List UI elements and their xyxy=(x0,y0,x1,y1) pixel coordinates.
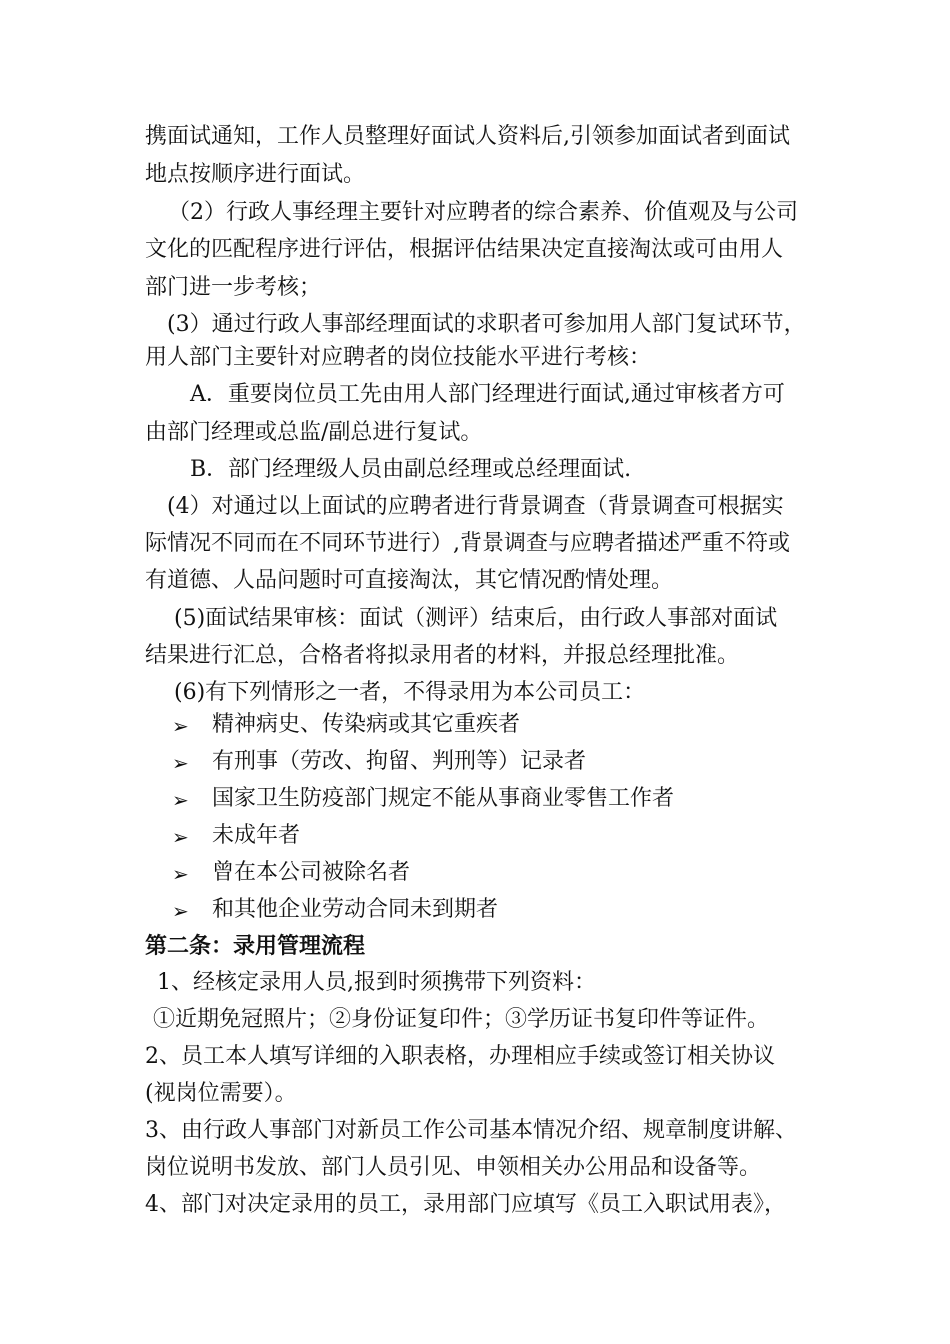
paragraph-line: B．部门经理级人员由副总经理或总经理面试. xyxy=(190,457,632,482)
paragraph-line: 地点按顺序进行面试。 xyxy=(145,162,366,187)
arrow-bullet-icon: ➢ xyxy=(172,788,189,812)
paragraph-line: (4）对通过以上面试的应聘者进行背景调查（背景调查可根据实 xyxy=(167,494,784,519)
section-heading: 第二条：录用管理流程 xyxy=(145,933,366,959)
arrow-bullet-icon: ➢ xyxy=(172,862,189,886)
paragraph-line: A．重要岗位员工先由用人部门经理进行面试,通过审核者方可 xyxy=(190,382,785,407)
paragraph-line: 用人部门主要针对应聘者的岗位技能水平进行考核： xyxy=(145,345,652,370)
bullet-item: 有刑事（劳改、拘留、判刑等）记录者 xyxy=(212,749,587,774)
paragraph-line: 3、由行政人事部门对新员工作公司基本情况介绍、规章制度讲解、 xyxy=(145,1118,797,1143)
paragraph-line: (视岗位需要）。 xyxy=(145,1081,297,1106)
paragraph-line: ①近期免冠照片；②身份证复印件；③学历证书复印件等证件。 xyxy=(153,1007,770,1032)
paragraph-line: (3）通过行政人事部经理面试的求职者可参加用人部门复试环节， xyxy=(167,312,806,337)
arrow-bullet-icon: ➢ xyxy=(172,714,189,738)
paragraph-line: 岗位说明书发放、部门人员引见、申领相关办公用品和设备等。 xyxy=(145,1155,762,1180)
paragraph-line: 部门进一步考核； xyxy=(145,275,322,300)
bullet-item: 未成年者 xyxy=(212,823,301,848)
paragraph-line: (5)面试结果审核：面试（测评）结束后，由行政人事部对面试 xyxy=(174,606,778,631)
bullet-item: 国家卫生防疫部门规定不能从事商业零售工作者 xyxy=(212,786,675,811)
paragraph-line: 际情况不同而在不同环节进行）,背景调查与应聘者描述严重不符或 xyxy=(145,531,790,556)
paragraph-line: （2）行政人事经理主要针对应聘者的综合素养、价值观及与公司 xyxy=(168,200,798,225)
paragraph-line: 2、员工本人填写详细的入职表格，办理相应手续或签订相关协议 xyxy=(145,1044,775,1069)
paragraph-line: 有道德、人品问题时可直接淘汰，其它情况酌情处理。 xyxy=(145,568,674,593)
bullet-item: 曾在本公司被除名者 xyxy=(212,860,411,885)
paragraph-line: 由部门经理或总监/副总进行复试。 xyxy=(145,420,483,445)
paragraph-line: 携面试通知，工作人员整理好面试人资料后,引领参加面试者到面试 xyxy=(145,124,790,149)
arrow-bullet-icon: ➢ xyxy=(172,751,189,775)
paragraph-line: 文化的匹配程序进行评估，根据评估结果决定直接淘汰或可由用人 xyxy=(145,237,784,262)
bullet-item: 和其他企业劳动合同未到期者 xyxy=(212,897,499,922)
paragraph-line: 4、部门对决定录用的员工，录用部门应填写《员工入职试用表》， xyxy=(145,1192,786,1217)
paragraph-line: 结果进行汇总，合格者将拟录用者的材料，并报总经理批准。 xyxy=(145,643,740,668)
bullet-item: 精神病史、传染病或其它重疾者 xyxy=(212,712,521,737)
paragraph-line: 1、经核定录用人员,报到时须携带下列资料： xyxy=(157,970,596,995)
arrow-bullet-icon: ➢ xyxy=(172,825,189,849)
paragraph-line: (6)有下列情形之一者，不得录用为本公司员工： xyxy=(174,680,646,705)
arrow-bullet-icon: ➢ xyxy=(172,899,189,923)
